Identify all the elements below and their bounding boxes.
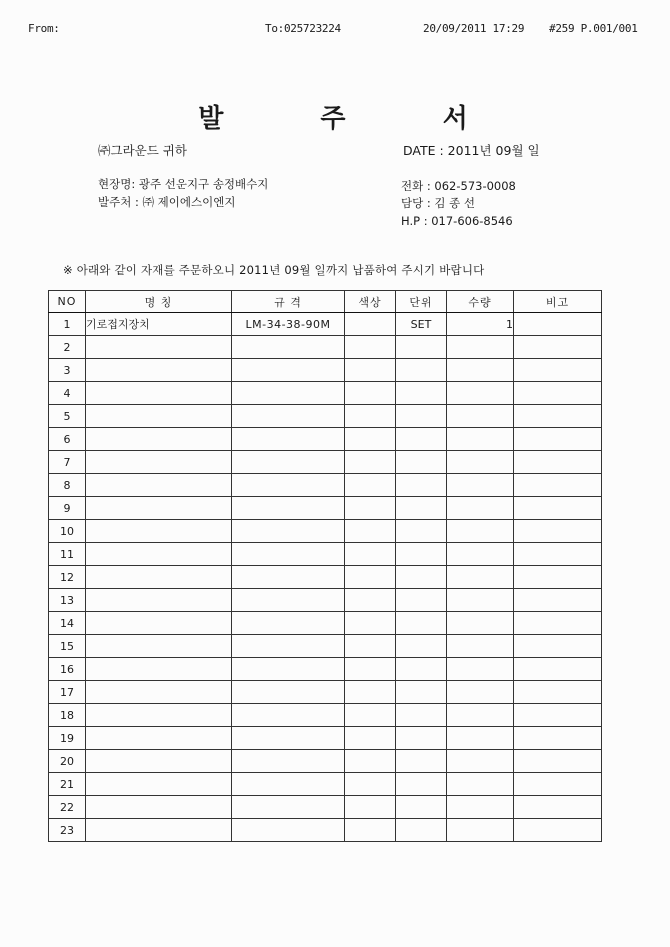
fax-to: To:025723224: [265, 22, 341, 35]
mobile-phone: H.P : 017-606-8546: [401, 214, 513, 228]
table-row: [49, 497, 602, 520]
cell-note: [514, 612, 602, 635]
cell-qty: [447, 543, 514, 566]
table-row: [49, 313, 602, 336]
cell-spec: [232, 359, 345, 382]
fax-header: [0, 22, 670, 42]
cell-unit: [396, 819, 447, 842]
cell-spec: [232, 681, 345, 704]
cell-name: [86, 336, 232, 359]
cell-color: [345, 566, 396, 589]
cell-spec: [232, 520, 345, 543]
cell-spec: [232, 589, 345, 612]
cell-unit: [396, 658, 447, 681]
cell-color: [345, 681, 396, 704]
cell-qty: [447, 796, 514, 819]
cell-no: 16: [49, 658, 86, 681]
cell-note: [514, 520, 602, 543]
cell-qty: [447, 773, 514, 796]
cell-qty: [447, 474, 514, 497]
cell-spec: [232, 704, 345, 727]
cell-qty: 1: [447, 313, 514, 336]
cell-note: [514, 704, 602, 727]
table-row: [49, 382, 602, 405]
cell-color: [345, 313, 396, 336]
header-unit: 단위: [396, 291, 447, 313]
cell-spec: [232, 451, 345, 474]
cell-name: [86, 589, 232, 612]
cell-qty: [447, 681, 514, 704]
cell-color: [345, 520, 396, 543]
cell-color: [345, 428, 396, 451]
table-row: [49, 773, 602, 796]
cell-note: [514, 359, 602, 382]
cell-unit: [396, 451, 447, 474]
cell-no: 4: [49, 382, 86, 405]
cell-note: [514, 405, 602, 428]
cell-spec: [232, 474, 345, 497]
cell-spec: [232, 635, 345, 658]
cell-color: [345, 451, 396, 474]
cell-color: [345, 750, 396, 773]
table-row: [49, 635, 602, 658]
cell-color: [345, 359, 396, 382]
cell-no: 2: [49, 336, 86, 359]
cell-no: 9: [49, 497, 86, 520]
cell-qty: [447, 635, 514, 658]
cell-name: [86, 635, 232, 658]
cell-unit: [396, 681, 447, 704]
cell-note: [514, 796, 602, 819]
cell-note: [514, 635, 602, 658]
cell-no: 15: [49, 635, 86, 658]
cell-qty: [447, 727, 514, 750]
table-row: [49, 520, 602, 543]
table-row: [49, 819, 602, 842]
cell-spec: [232, 497, 345, 520]
cell-qty: [447, 428, 514, 451]
table-row: [49, 405, 602, 428]
cell-qty: [447, 451, 514, 474]
table-row: [49, 589, 602, 612]
cell-unit: [396, 727, 447, 750]
cell-unit: [396, 704, 447, 727]
cell-qty: [447, 704, 514, 727]
cell-spec: [232, 566, 345, 589]
table-row: [49, 796, 602, 819]
cell-note: [514, 382, 602, 405]
cell-color: [345, 589, 396, 612]
cell-unit: [396, 336, 447, 359]
cell-qty: [447, 819, 514, 842]
cell-unit: [396, 612, 447, 635]
cell-unit: [396, 543, 447, 566]
cell-note: [514, 566, 602, 589]
cell-unit: [396, 635, 447, 658]
cell-color: [345, 497, 396, 520]
table-row: [49, 428, 602, 451]
cell-note: [514, 543, 602, 566]
cell-no: 22: [49, 796, 86, 819]
header-color: 색상: [345, 291, 396, 313]
cell-note: [514, 451, 602, 474]
header-no: NO: [49, 291, 86, 313]
cell-no: 17: [49, 681, 86, 704]
cell-name: [86, 520, 232, 543]
cell-no: 18: [49, 704, 86, 727]
cell-unit: [396, 405, 447, 428]
cell-spec: [232, 336, 345, 359]
cell-note: [514, 589, 602, 612]
table-row: [49, 750, 602, 773]
cell-unit: [396, 589, 447, 612]
cell-name: [86, 681, 232, 704]
cell-qty: [447, 382, 514, 405]
cell-color: [345, 405, 396, 428]
cell-color: [345, 773, 396, 796]
cell-unit: [396, 796, 447, 819]
cell-name: [86, 497, 232, 520]
cell-name: [86, 819, 232, 842]
header-note: 비고: [514, 291, 602, 313]
fax-from: From:: [28, 22, 60, 35]
table-row: [49, 727, 602, 750]
cell-no: 20: [49, 750, 86, 773]
cell-no: 11: [49, 543, 86, 566]
orderer: 발주처 : ㈜ 제이에스이엔지: [98, 195, 236, 209]
notice: ※ 아래와 같이 자재를 주문하오니 2011년 09월 일까지 납품하여 주시기 바랍니다: [63, 263, 485, 277]
table-header-row: [49, 291, 602, 313]
manager: 담당 : 김 종 선: [401, 196, 476, 210]
cell-no: 12: [49, 566, 86, 589]
cell-color: [345, 474, 396, 497]
cell-name: [86, 451, 232, 474]
cell-qty: [447, 658, 514, 681]
cell-color: [345, 543, 396, 566]
cell-spec: LM-34-38-90M: [232, 313, 345, 336]
cell-note: [514, 336, 602, 359]
cell-unit: [396, 474, 447, 497]
fax-datetime: 20/09/2011 17:29: [423, 22, 525, 35]
cell-note: [514, 681, 602, 704]
header-spec: 규 격: [232, 291, 345, 313]
cell-no: 14: [49, 612, 86, 635]
table-row: [49, 336, 602, 359]
cell-spec: [232, 819, 345, 842]
cell-color: [345, 704, 396, 727]
cell-note: [514, 773, 602, 796]
table-row: [49, 681, 602, 704]
phone: 전화 : 062-573-0008: [401, 179, 516, 193]
cell-qty: [447, 612, 514, 635]
header-name: 명 칭: [86, 291, 232, 313]
cell-unit: [396, 750, 447, 773]
cell-name: [86, 428, 232, 451]
cell-note: [514, 658, 602, 681]
cell-unit: [396, 566, 447, 589]
cell-spec: [232, 382, 345, 405]
cell-no: 1: [49, 313, 86, 336]
cell-qty: [447, 359, 514, 382]
cell-no: 8: [49, 474, 86, 497]
cell-no: 5: [49, 405, 86, 428]
cell-name: [86, 405, 232, 428]
cell-qty: [447, 520, 514, 543]
cell-no: 10: [49, 520, 86, 543]
cell-no: 13: [49, 589, 86, 612]
cell-qty: [447, 336, 514, 359]
cell-spec: [232, 750, 345, 773]
cell-note: [514, 313, 602, 336]
cell-no: 7: [49, 451, 86, 474]
cell-note: [514, 497, 602, 520]
table-row: [49, 359, 602, 382]
cell-spec: [232, 405, 345, 428]
cell-name: [86, 612, 232, 635]
cell-name: 기로접지장치: [86, 313, 232, 336]
cell-name: [86, 359, 232, 382]
table-row: [49, 658, 602, 681]
cell-spec: [232, 658, 345, 681]
table-row: [49, 451, 602, 474]
cell-color: [345, 382, 396, 405]
cell-spec: [232, 428, 345, 451]
document-title: 발 주 서: [198, 104, 512, 134]
cell-unit: SET: [396, 313, 447, 336]
cell-spec: [232, 773, 345, 796]
cell-color: [345, 336, 396, 359]
cell-spec: [232, 612, 345, 635]
cell-no: 3: [49, 359, 86, 382]
cell-unit: [396, 382, 447, 405]
cell-name: [86, 796, 232, 819]
cell-color: [345, 796, 396, 819]
cell-name: [86, 658, 232, 681]
cell-unit: [396, 428, 447, 451]
cell-name: [86, 382, 232, 405]
cell-name: [86, 773, 232, 796]
cell-color: [345, 635, 396, 658]
cell-name: [86, 727, 232, 750]
cell-qty: [447, 750, 514, 773]
cell-qty: [447, 497, 514, 520]
cell-no: 21: [49, 773, 86, 796]
table-row: [49, 612, 602, 635]
cell-spec: [232, 543, 345, 566]
site-name: 현장명: 광주 선운지구 송정배수지: [98, 177, 269, 191]
cell-color: [345, 819, 396, 842]
cell-no: 19: [49, 727, 86, 750]
fax-page: #259 P.001/001: [549, 22, 638, 35]
table-row: [49, 474, 602, 497]
cell-name: [86, 474, 232, 497]
table-row: [49, 566, 602, 589]
cell-name: [86, 543, 232, 566]
cell-spec: [232, 796, 345, 819]
cell-name: [86, 704, 232, 727]
cell-qty: [447, 589, 514, 612]
cell-note: [514, 428, 602, 451]
cell-color: [345, 727, 396, 750]
cell-color: [345, 658, 396, 681]
cell-qty: [447, 405, 514, 428]
cell-unit: [396, 359, 447, 382]
cell-name: [86, 566, 232, 589]
recipient: ㈜그라운드 귀하: [98, 143, 187, 158]
cell-unit: [396, 773, 447, 796]
cell-name: [86, 750, 232, 773]
table-row: [49, 543, 602, 566]
cell-no: 23: [49, 819, 86, 842]
cell-note: [514, 474, 602, 497]
cell-unit: [396, 497, 447, 520]
header-qty: 수량: [447, 291, 514, 313]
cell-spec: [232, 727, 345, 750]
cell-qty: [447, 566, 514, 589]
cell-note: [514, 750, 602, 773]
cell-no: 6: [49, 428, 86, 451]
cell-note: [514, 727, 602, 750]
cell-color: [345, 612, 396, 635]
date-line: DATE : 2011년 09월 일: [403, 143, 540, 158]
cell-unit: [396, 520, 447, 543]
order-table: [48, 290, 602, 842]
cell-note: [514, 819, 602, 842]
table-row: [49, 704, 602, 727]
